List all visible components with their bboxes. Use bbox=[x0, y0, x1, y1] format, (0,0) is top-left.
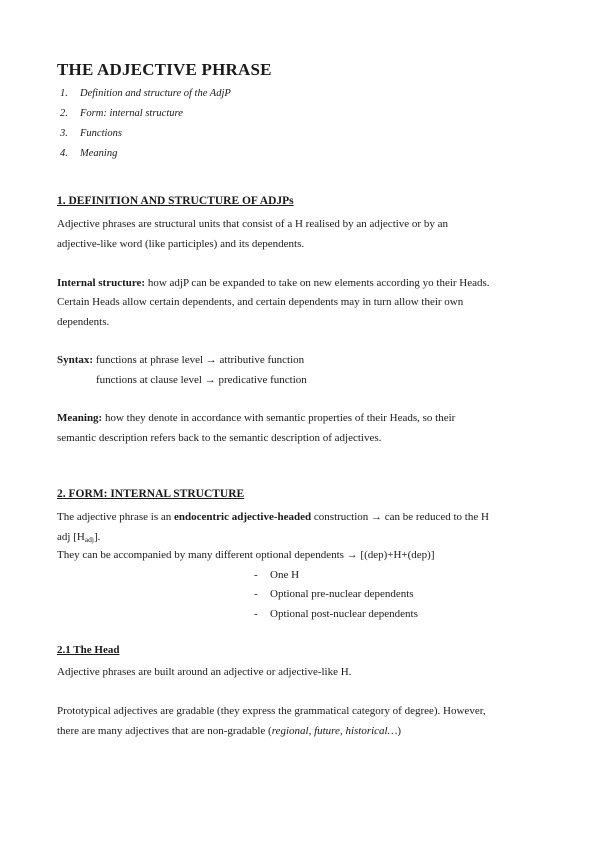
paragraph-line bbox=[57, 350, 304, 370]
text-run: ]. bbox=[93, 531, 101, 543]
toc-text: Meaning bbox=[80, 148, 118, 159]
paragraph-line: semantic description refers back to the semantic description of adjectives. bbox=[57, 432, 382, 444]
paragraph-line: Certain Heads allow certain dependents, and certain dependents may in turn allow their own bbox=[57, 296, 464, 308]
toc-text: Definition and structure of the AdjP bbox=[80, 88, 231, 99]
paragraph-line: functions at clause level → predicative function bbox=[96, 374, 307, 386]
term-label: Syntax: bbox=[57, 354, 94, 366]
paragraph-line: adjective-like word (like participles) and its dependents. bbox=[57, 238, 305, 250]
list-dash: - bbox=[254, 588, 258, 600]
paragraph-line bbox=[57, 408, 455, 428]
toc-item bbox=[60, 108, 183, 119]
list-dash: - bbox=[254, 608, 258, 620]
paragraph-line bbox=[57, 721, 401, 741]
page-title: THE ADJECTIVE PHRASE bbox=[57, 60, 272, 79]
toc-item bbox=[60, 88, 231, 99]
toc-item bbox=[60, 148, 117, 159]
toc-item bbox=[60, 128, 122, 139]
toc-text: Form: internal structure bbox=[80, 108, 183, 119]
list-item bbox=[254, 584, 414, 604]
subsection-heading: 2.1 The Head bbox=[57, 644, 120, 656]
toc-number: 1. bbox=[60, 88, 68, 99]
toc-number: 3. bbox=[60, 128, 68, 139]
term-label: Meaning: bbox=[57, 412, 103, 424]
paragraph-line: Adjective phrases are structural units that consist of a H realised by an adjective or by an bbox=[57, 218, 448, 230]
paragraph-line: Adjective phrases are built around an adjective or adjective-like H. bbox=[57, 666, 352, 678]
text-run: ) bbox=[397, 725, 402, 737]
list-item-text: Optional post-nuclear dependents bbox=[270, 608, 418, 620]
term-text: how adjP can be expanded to take on new elements according yo their Heads. bbox=[145, 277, 490, 289]
list-item-text: Optional pre-nuclear dependents bbox=[270, 588, 414, 600]
toc-number: 4. bbox=[60, 148, 68, 159]
term-text: functions at phrase level → attributive function bbox=[93, 354, 305, 366]
paragraph-line bbox=[57, 507, 489, 527]
text-run: The adjective phrase is an bbox=[57, 511, 174, 523]
list-item bbox=[254, 565, 299, 585]
paragraph-line: dependents. bbox=[57, 316, 110, 328]
section-heading: 1. DEFINITION AND STRUCTURE OF ADJPs bbox=[57, 195, 294, 207]
term-label: Internal structure: bbox=[57, 277, 146, 289]
subscript: adj bbox=[84, 535, 94, 544]
list-item-text: One H bbox=[270, 569, 300, 581]
toc-number: 2. bbox=[60, 108, 68, 119]
paragraph-line: They can be accompanied by many different optional dependents → [(dep)+H+(dep)] bbox=[57, 549, 435, 561]
toc-text: Functions bbox=[80, 128, 122, 139]
paragraph-line bbox=[57, 273, 490, 293]
emphasis-term: endocentric adjective-headed bbox=[173, 511, 312, 523]
paragraph-line: Prototypical adjectives are gradable (they express the grammatical category of degree). However, bbox=[57, 705, 486, 717]
section-heading: 2. FORM: INTERNAL STRUCTURE bbox=[57, 488, 245, 500]
term-text: how they denote in accordance with semantic properties of their Heads, so their bbox=[102, 412, 456, 424]
list-dash: - bbox=[254, 569, 258, 581]
italic-examples: regional, future, historical… bbox=[271, 725, 398, 737]
text-run: there are many adjectives that are non-gradable ( bbox=[57, 725, 272, 737]
text-run: adj [H bbox=[57, 531, 85, 543]
text-run: construction → can be reduced to the H bbox=[311, 511, 489, 523]
list-item bbox=[254, 604, 418, 624]
